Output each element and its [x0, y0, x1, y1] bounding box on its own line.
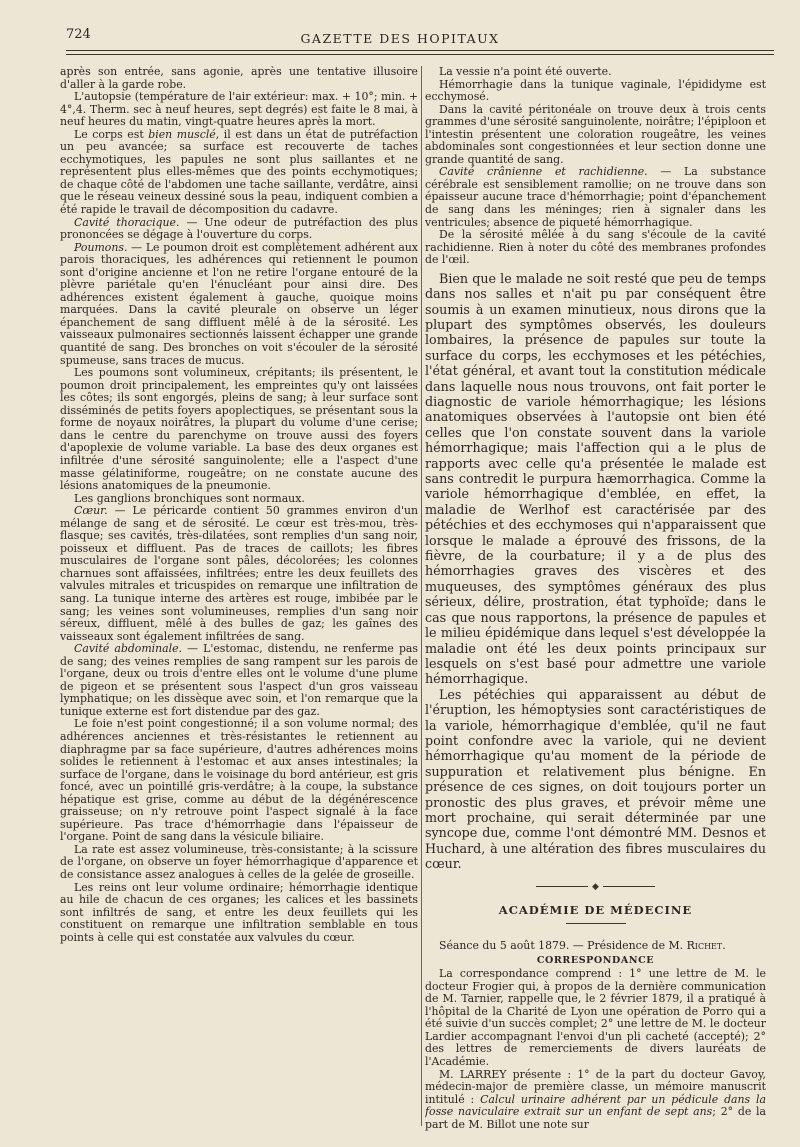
paragraph: Cavité thoracique. — Une odeur de putréfaction des plus prononcées se dégage à l'ouverture du corps.: [60, 215, 418, 242]
paragraph: Poumons. — Le poumon droit est complètement adhérent aux parois thoraciques, les adhérences qui retiennent le poumon sont d'origine ancienne et l'on ne retire l'organe entouré de la plèvre pariétale qu'en l'énucléant pour ainsi dire. Des adhérences existent également à gauche, quoique moins marquées. Dans la cavité pleurale on observe un léger épanchement de sang diffluent mêlé à de la sérosité. Les vaisseaux pulmonaires sectionnés laissent échapper une grande quantité de sang. Des bronches on voit s'écouler de la sérosité spumeuse, sans traces de mucus.: [60, 240, 418, 367]
paragraph: Cavité abdominale. — L'estomac, distendu, ne renferme pas de sang; des veines remplies de sang rampent sur les parois de l'organe, deux ou trois d'entre elles ont le volume d'une plume de pigeon et se présentent sous l'aspect d'un gros vaisseau lymphatique; on les dissèque avec soin, et l'on remarque que la tunique externe est fort distendue par des gaz.: [60, 642, 418, 718]
paragraph: La vessie n'a point été ouverte.: [439, 66, 612, 78]
paragraph: Bien que le malade ne soit resté que peu de temps dans nos salles et n'ait pu par conséquent être soumis à un examen minutieux, nous dirons que la plupart des symptômes observés, les douleurs lombaires, la présence de papules sur toute la surface du corps, les ecchymoses et les pétéchies, l'état général, et avant tout la constitution médicale dans laquelle nous nous trouvons, ont fait porter le diagnostic de variole hémorrhagique; les lésions anatomiques observées à l'autopsie ont bien été celles que l'on constate souvent dans la variole hémorrhagique; mais l'affection qui a le plus de rapports avec celle qu'a présentée le malade est sans contredit le purpura hæmorrhagica. Comme la variole hémorrhagique d'emblée, en effet, la maladie de Werlhof est caractérisée par des pétéchies et des ecchymoses qui n'apparaissent que lorsque le malade a éprouvé des frissons, de la fièvre, de la courbature; il y a de plus des hémorrhagies graves des viscères et des muqueuses, des symptômes généraux des plus sérieux, délire, prostration, état typhoïde; dans le cas que nous rapportons, la présence de papules et le milieu épidémique dans lequel s'est développée la maladie ont été les deux points principaux sur lesquels on s'est basé pour admettre une variole hémorrhagique.: [425, 270, 766, 687]
paragraph: Cœur. — Le péricarde contient 50 grammes environ d'un mélange de sang et de sérosité. Le cœur est très-mou, très-flasque; ses cavités, très-dilatées, sont remplies d'un sang noir, poisseux et diffluent. Pas de traces de caillots; les fibres musculaires de l'organe sont pâles, décolorées; les colonnes charnues sont affaissées, infiltrées; entre les deux feuillets des valvules mitrales et tricuspides on remarque une infiltration de sang. La tunique interne des artères est rouge, imbibée par le sang; les veines sont volumineuses, remplies d'un sang noir séreux, diffluent, mêlé à des bulles de gaz; les gaînes des vaisseaux sont également infiltrées de sang.: [60, 504, 418, 643]
paragraph: Dans la cavité péritonéale on trouve deux à trois cents grammes d'une sérosité sanguinolente, noirâtre; l'épiploon et l'intestin présentent une coloration rougeâtre, les veines abdominales sont congestionnées et leur section donne une grande quantité de sang.: [425, 102, 766, 166]
section-title: ACADÉMIE DE MÉDECINE: [498, 902, 693, 917]
column-divider: [421, 66, 422, 1126]
section-ornament: ◆: [425, 880, 766, 893]
running-title: GAZETTE DES HOPITAUX: [300, 31, 500, 46]
right-column: [425, 66, 766, 1132]
paragraph: Les pétéchies qui apparaissent au début de l'éruption, les hémoptysies sont caractéristiques de la variole, hémorrhagique d'emblée, qu'il ne faut point confondre avec la variole, qui ne devient hémorrhagique qu'au moment de la période de suppuration et relativement plus bénigne. En présence de ces signes, on doit toujours porter un pronostic des plus graves, et prévoir même une mort prochaine, qui serait déterminée par une syncope due, comme l'ont démontré MM. Desnos et Huchard, à une altération des fibres musculaires du cœur.: [425, 686, 766, 872]
header-rule-double: [66, 54, 774, 55]
paragraph: Les ganglions bronchiques sont normaux.: [74, 491, 305, 505]
subheading: CORRESPONDANCE: [536, 955, 655, 967]
paragraph: La rate est assez volumineuse, très-consistante; à la scissure de l'organe, on observe un foyer hémorrhagique d'apparence et de consistance assez analogues à celles de la gelée de groseille.: [60, 842, 418, 881]
paragraph: La correspondance comprend : 1° une lettre de M. le docteur Frogier qui, à propos de la dernière communication de M. Tarnier, rappelle que, le 2 février 1879, il a pratiqué à l'hôpital de la Charité de Lyon une opération de Porro qui a été suivie d'un succès complet; 2° une lettre de M. le docteur Lardier accompagnant l'envoi d'un pli cacheté (accepté); 2° des lettres de remerciements de divers lauréats de l'Académie.: [425, 967, 766, 1068]
paragraph: Les reins ont leur volume ordinaire; hémorrhagie identique au hile de chacun de ces organes; les calices et les bassinets sont infiltrés de sang, et entre les deux feuillets qui les constituent on remarque une infiltration semblable en tous points à celle qui est constatée aux valvules du cœur.: [60, 880, 418, 944]
paragraph: Le foie n'est point congestionné; il a son volume normal; des adhérences anciennes et très-résistantes le retiennent au diaphragme par sa face supérieure, d'autres adhérences moins solides le retiennent à l'estomac et aux anses intestinales; la surface de l'organe, dans le voisinage du bord antérieur, est gris foncé, avec un pointillé gris-verdâtre; à la coupe, la substance hépatique est grise, comme au début de la dégénérescence graisseuse; on n'y retrouve point l'aspect signalé à la face supérieure. Pas trace d'hémorrhagie dans l'épaisseur de l'organe. Point de sang dans la vésicule biliaire.: [60, 717, 418, 844]
page-number: 724: [66, 27, 91, 42]
session-line: Séance du 5 août 1879. — Présidence de M. Richet.: [439, 938, 726, 952]
header-rule: [66, 50, 774, 51]
paragraph: Hémorrhagie dans la tunique vaginale, l'épididyme est ecchymosé.: [425, 77, 766, 104]
paragraph: M. LARREY présente : 1° de la part du docteur Gavoy, médecin-major de première classe, un mémoire manuscrit intitulé : Calcul urinaire adhérent par un pédicule dans la fosse naviculaire extrait sur un enfant de sept ans; 2° de la part de M. Billot une note sur: [425, 1067, 766, 1131]
paragraph: après son entrée, sans agonie, après une tentative illusoire d'aller à la garde robe.: [60, 66, 418, 91]
left-column: [60, 66, 418, 1132]
paragraph: De la sérosité mêlée à du sang s'écoule de la cavité rachidienne. Rien à noter du côté des membranes profondes de l'œil.: [425, 228, 766, 267]
paragraph: Les poumons sont volumineux, crépitants; ils présentent, le poumon droit principalement, les empreintes qu'y ont laissées les côtes; ils sont engorgés, pleins de sang; à leur surface sont disséminés de petits foyers apoplectiques, se présentant sous la forme de noyaux noirâtres, la plupart du volume d'une cerise; dans le centre du parenchyme on trouve aussi des foyers d'apoplexie de volume variable. La base des deux organes est infiltrée d'une sérosité sanguinolente; elle a l'aspect d'une masse gélatiniforme, rougeâtre; on ne constate aucune des lésions anatomiques de la pneumonie.: [60, 366, 418, 493]
paragraph: L'autopsie (température de l'air extérieur: max. + 10°; min. + 4°,4. Therm. sec à neuf heures, sept degrés) est faite le 8 mai, à neuf heures du matin, vingt-quatre heures après la mort.: [60, 90, 418, 129]
title-rule: [566, 923, 626, 924]
paragraph: Le corps est bien musclé, il est dans un état de putréfaction un peu avancée; sa surface est recouverte de taches ecchymotiques, les papules ne sont plus saillantes et ne représentent plus elles-mêmes que des points ecchymotiques; de chaque côté de l'abdomen une tache saillante, verdâtre, ainsi que le réseau veineux dessiné sous la peau, indiquent combien a été rapide le travail de décomposition du cadavre.: [60, 127, 418, 217]
paragraph: Cavité crânienne et rachidienne. — La substance cérébrale est sensiblement ramollie; on ne trouve dans son épaisseur aucune trace d'hémorrhagie; point d'épanchement de sang dans les méninges; rien à signaler dans les ventricules; absence de piqueté hémorrhagique.: [425, 165, 766, 229]
